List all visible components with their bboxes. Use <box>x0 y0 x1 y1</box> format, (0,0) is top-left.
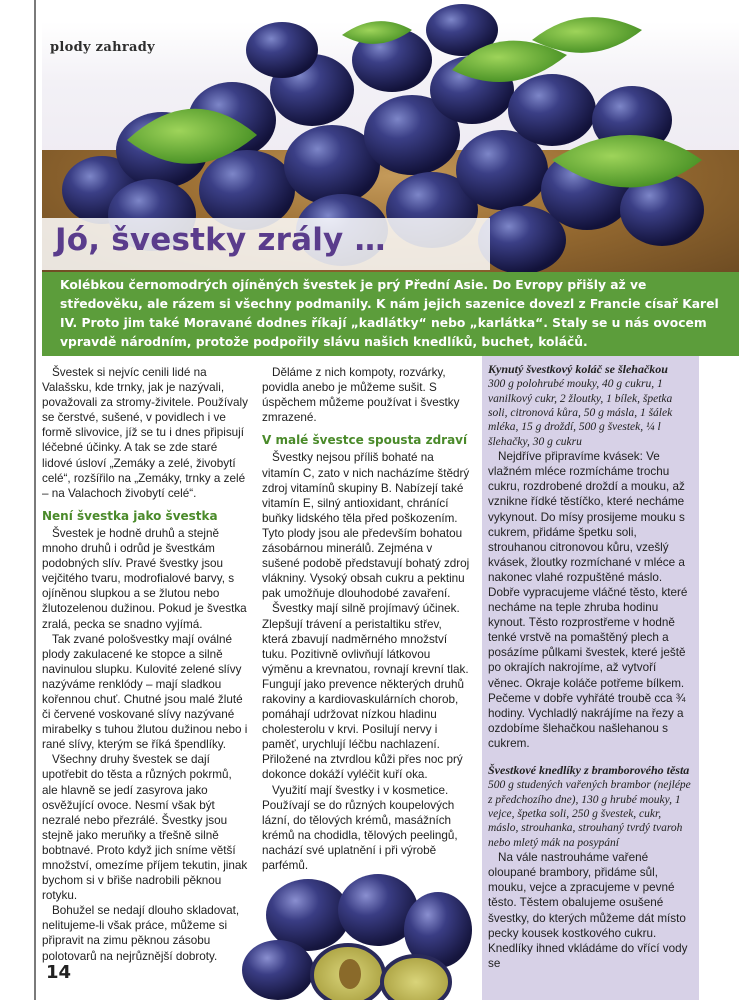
article-title: Jó, švestky zrály … <box>55 222 386 258</box>
recipe-instructions: Nejdříve připravíme kvásek: Ve vlažném mléce rozmícháme trochu cukru, rozdrobené droždí a mouku, až vznikne řídké těstíčko, které necháme vykynout. Do mísy prosijeme mouku s cukrem, přidáme špetku soli, strouhanou citronovou kůru, vzešlý kvásek, žloutky rozmíchané v mléce a nakonec vlahé rozpuštěné máslo. Dobře vypracujeme vláčné těsto, které necháme na teple zhruba hodinu kynout. Těsto rozprostřeme v hodně tenké vrstvě na pomaštěný plech a posázíme půlkami švestek, které ještě po okrajích nakrojíme, až vytvoří věnec. Okraje koláče potřeme bílkem. Pečeme v dobře vyhřáté troubě cca ¾ hodiny. Vychladlý nakrájíme na řezy a ozdobíme šlehačkou našlehanou s cukrem. <box>488 450 688 750</box>
paragraph: Švestky mají silně projímavý účinek. Zlepšují trávení a peristaltiku střev, která zbavují nadměrného množství tuku. Pozitivně ovlivňují látkovou výměnu a krevnatou, rovnají krevní tlak. Fungují jako prevence některých druhů rakoviny a kardiovaskulárních chorob, pomáhají udržovat nízkou hladinu cholesterolu v krvi. Posilují nervy i paměť, urychlují léčbu nachlazení. Přiložené na ztvrdlou kůži přes noc prý dokonce dokáží vyléčit kuří oka. <box>262 602 469 782</box>
paragraph: Děláme z nich kompoty, rozvárky, povidla anebo je můžeme sušit. S úspěchem můžeme používat i švestky zmrazené. <box>262 366 460 425</box>
page-rule <box>34 0 36 1000</box>
paragraph: Využití mají švestky i v kosmetice. Používají se do různých koupelových lázní, do tělových krémů, masážních krémů na chodidla, tělových peelingů, nachází své uplatnění i při výrobě parfémů. <box>262 783 458 872</box>
lead-paragraph: Kolébkou černomodrých ojíněných švestek je prý Přední Asie. Do Evropy přišly až ve středověku, ale rázem si všechny podmanily. K nám jejich sazenice dovezl z Francie císař Karel IV. Proto jim také Moravané dodnes říkají „kadlátky“ nebo „karlátka“. Staly se u nás ovocem vpravdě národním, protože podpořily slávu našich knedlíků, buchet, koláčů. <box>60 278 719 349</box>
section-label: plody zahrady <box>50 40 155 55</box>
paragraph: Švestek je hodně druhů a stejně mnoho druhů i odrůd je švestkám podobných slív. Pravé švestky jsou vejčitého tvaru, modrofialové barvy, s ojíněnou slupkou a se žlutou nebo žlutozelenou dužinou. Pokud je švestka zralá, pecka se snadno vyjímá. <box>42 526 247 631</box>
paragraph: Švestek si nejvíc cenili lidé na Valašsku, kde trnky, jak je nazývali, považovali za stromy-živitele. Používaly se čerstvé, sušené, v povidlech i ve formě slivovice, jíž se tu i dnes připisují léčebné účinky. A tak se zde staré lidové úsloví „Zemáky a zelé, živobytí celé“, rozšířilo na „Zemáky, trnky a zelé – na Valachoch živobytí celé“. <box>42 366 248 500</box>
subheading: Není švestka jako švestka <box>42 508 218 523</box>
paragraph: Tak zvané pološvestky mají oválné plody zakulacené ke stopce a silně navinulou slupku. Kulovité zelené slívy nazýváme renklódy – mají sladkou kořennou chuť. Chutné jsou malé žluté či červené voskované slívy nazývané mirabelky s tuhou žlutou dužinou nebo i rané slívy, kterým se říká špendlíky. <box>42 632 248 752</box>
subheading: V malé švestce spousta zdraví <box>262 433 468 448</box>
halved-plums-photo <box>238 870 474 1000</box>
recipe-ingredients: 300 g polohrubé mouky, 40 g cukru, 1 vanilkový cukr, 2 žloutky, 1 bílek, špetka soli, citronová kůra, 50 g másla, 1 šálek mléka, 15 g droždí, 500 g švestek, ¼ l šlehačky, 30 g cukru <box>488 378 673 448</box>
column-2 <box>262 365 470 873</box>
recipe-ingredients: 500 g studených vařených brambor (nejlépe z předchozího dne), 130 g hrubé mouky, 1 vejce, špetka soli, 250 g švestek, cukr, máslo, strouhanka, strouhaný tvrdý tvaroh nebo mletý mák na posypání <box>488 779 691 849</box>
column-1 <box>42 365 250 964</box>
paragraph: Všechny druhy švestek se dají upotřebit do těsta a různých pokrmů, ale hlavně se jedí zasyrova jako osvěžující ovoce. Nesmí však být nezralé nebo přezrálé. Švestky jsou stejně jako meruňky a třešně silně bobtnavé. Proto když jich sníme větší množství, omezíme příjem tekutin, jinak bychom si v břiše nadrobili pěknou rotyku. <box>42 753 248 903</box>
recipe-title: Kynutý švestkový koláč se šlehačkou <box>488 362 668 376</box>
paragraph: Švestky nejsou příliš bohaté na vitamín C, zato v nich nacházíme štědrý zdroj vitamínů skupiny B. Nabízejí také vitamín E, silný antioxidant, chránící buňky lidského těla před poškozením. Tyto plody jsou ale především bohatou zásobárnou minerálů. Zejména v sušené podobě představují bohatý zdroj vlákniny. Vysoký obsah cukru a pektinu pak umožňuje dlouhodobé zavaření. <box>262 451 470 601</box>
recipe-column <box>488 362 693 971</box>
paragraph: Bohužel se nedají dlouho skladovat, nelitujeme-li však práce, můžeme si připravit na zimu pěknou zásobu polotovarů na nejrůznější dobroty. <box>42 904 240 963</box>
recipe-title: Švestkové knedlíky z bramborového těsta <box>488 763 690 777</box>
page-number: 14 <box>46 962 72 983</box>
recipe-instructions: Na vále nastrouháme vařené oloupané brambory, přidáme sůl, mouku, vejce a zpracujeme v pevné těsto. Těstem obalujeme osušené švestky, do kterých můžeme dát místo pecky kousek kostkového cukru. Knedlíky ihned vkládáme do vřící vody se <box>488 851 688 970</box>
